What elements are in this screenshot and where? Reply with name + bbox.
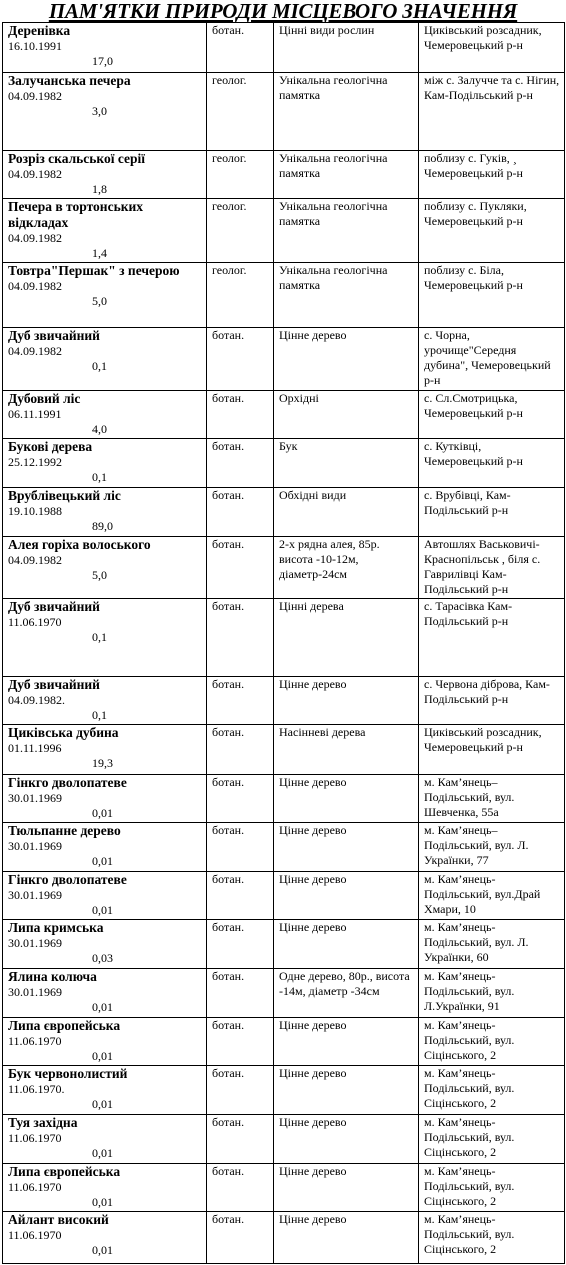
decision-date: 11.06.1970 [8,615,62,629]
page-title: ПАМ'ЯТКИ ПРИРОДИ МІСЦЕВОГО ЗНАЧЕННЯ [48,0,518,23]
monument-type: ботан. [207,872,274,920]
monument-description: Цінне дерево [274,775,419,823]
monument-type: ботан. [207,1212,274,1264]
monument-type: ботан. [207,537,274,599]
monument-description: Цінні види рослин [274,23,419,73]
monument-name: Циківська дубина [8,725,119,740]
monument-description: Орхідні [274,391,419,439]
monument-location: с. Тарасівка Кам-Подільський р-н [419,599,565,677]
monument-type: ботан. [207,599,274,677]
area-ha: 0,03 [92,951,113,965]
table-row [3,151,565,199]
monument-cell [3,1066,207,1115]
monument-cell [3,775,207,823]
decision-date: 04.09.1982. [8,693,65,707]
monument-name: Липа європейська [8,1018,121,1033]
monument-description: Бук [274,439,419,488]
decision-date: 19.10.1988 [8,504,62,518]
area-ha: 89,0 [92,519,113,533]
monument-type: ботан. [207,1164,274,1212]
monument-name: Тюльпанне дерево [8,823,121,838]
monument-description: Цінне дерево [274,872,419,920]
monument-description: Цінне дерево [274,1066,419,1115]
table-row [3,775,565,823]
monument-type: ботан. [207,725,274,775]
monument-cell [3,488,207,537]
area-ha: 0,1 [92,359,107,373]
decision-date: 04.09.1982 [8,344,62,358]
monument-cell [3,199,207,263]
monument-cell [3,725,207,775]
area-ha: 1,4 [92,246,107,260]
monument-location: м. Кам’янець- Подільський, вул.Драй Хмари, 10 [419,872,565,920]
monument-cell [3,439,207,488]
monument-type: ботан. [207,1115,274,1164]
monument-cell [3,151,207,199]
area-ha: 17,0 [92,54,113,68]
table-row [3,199,565,263]
monument-type: геолог. [207,263,274,328]
monument-name: Туя західна [8,1115,78,1130]
monument-description: Цінне дерево [274,328,419,391]
area-ha: 1,8 [92,182,107,196]
monument-cell [3,969,207,1018]
monument-name: Розріз скальської серії [8,151,146,166]
area-ha: 5,0 [92,568,107,582]
monument-cell [3,1212,207,1264]
monument-description: Цінне дерево [274,1018,419,1066]
decision-date: 06.11.1991 [8,407,62,421]
monument-location: м. Кам’янець- Подільський, вул. Л.Українки, 91 [419,969,565,1018]
area-ha: 0,01 [92,1195,113,1209]
monument-location: м. Кам’янець- Подільський, вул. Сіцінського, 2 [419,1066,565,1115]
monument-name: Ялина колюча [8,969,97,984]
monument-cell [3,23,207,73]
decision-date: 16.10.1991 [8,39,62,53]
area-ha: 3,0 [92,104,107,118]
decision-date: 11.06.1970 [8,1131,62,1145]
monument-type: ботан. [207,677,274,725]
monument-location: поблизу с. Пукляки, Чемеровецький р-н [419,199,565,263]
area-ha: 5,0 [92,294,107,308]
table-row [3,73,565,151]
table-row [3,1018,565,1066]
area-ha: 0,01 [92,806,113,820]
table-row [3,677,565,725]
monument-description: Цінне дерево [274,1212,419,1264]
area-ha: 0,01 [92,903,113,917]
monument-type: ботан. [207,969,274,1018]
area-ha: 0,1 [92,470,107,484]
monument-type: геолог. [207,73,274,151]
monument-cell [3,920,207,969]
table-row [3,1066,565,1115]
monument-type: ботан. [207,1066,274,1115]
area-ha: 0,01 [92,1146,113,1160]
monument-cell [3,263,207,328]
monument-location: м. Кам’янець- Подільський, вул. Л. Українки, 60 [419,920,565,969]
table-row [3,872,565,920]
monument-cell [3,537,207,599]
monument-location: поблизу с. Гуків, ¸ Чемеровецький р-н [419,151,565,199]
decision-date: 11.06.1970 [8,1228,62,1242]
monument-type: ботан. [207,439,274,488]
monument-cell [3,599,207,677]
decision-date: 04.09.1982 [8,279,62,293]
monument-location: Циківський розсадник, Чемеровецький р-н [419,23,565,73]
decision-date: 11.06.1970 [8,1180,62,1194]
monument-name: Липа кримська [8,920,104,935]
monument-type: ботан. [207,328,274,391]
monument-description: Обхідні види [274,488,419,537]
table-row [3,263,565,328]
monument-name: Гінкго дволопатеве [8,872,127,887]
area-ha: 0,01 [92,1243,113,1257]
monument-name: Дуб звичайний [8,328,100,343]
monument-location: с. Сл.Смотрицька, Чемеровецький р-н [419,391,565,439]
decision-date: 04.09.1982 [8,89,62,103]
table-row [3,488,565,537]
monument-description: Цінне дерево [274,920,419,969]
decision-date: 04.09.1982 [8,167,62,181]
decision-date: 30.01.1969 [8,791,62,805]
decision-date: 01.11.1996 [8,741,62,755]
monument-location: с. Врубівці, Кам-Подільський р-н [419,488,565,537]
monument-name: Дуб звичайний [8,599,100,614]
monument-cell [3,73,207,151]
monument-description: Цінне дерево [274,677,419,725]
monument-description: Цінні дерева [274,599,419,677]
decision-date: 11.06.1970. [8,1082,65,1096]
decision-date: 11.06.1970 [8,1034,62,1048]
monument-description: Цінне дерево [274,823,419,872]
table-row [3,599,565,677]
monument-location: поблизу с. Біла, Чемеровецький р-н [419,263,565,328]
monument-description: Цінне дерево [274,1115,419,1164]
table-row [3,1115,565,1164]
monument-cell [3,1164,207,1212]
table-row [3,537,565,599]
decision-date: 04.09.1982 [8,553,62,567]
monument-name: Дубовий ліс [8,391,81,406]
monument-cell [3,872,207,920]
monument-description: Унікальна геологічна памятка [274,263,419,328]
monument-description: Одне дерево, 80р., висота -14м, діаметр -34см [274,969,419,1018]
monument-location: Автошлях Васьковичі-Краснопільськ , біля с. Гаврилівці Кам-Подільський р-н [419,537,565,599]
area-ha: 4,0 [92,422,107,436]
monument-cell [3,328,207,391]
monument-name: Гінкго дволопатеве [8,775,127,790]
monuments-table-body [3,23,565,1264]
monument-cell [3,1115,207,1164]
monument-type: ботан. [207,823,274,872]
monument-location: м. Кам’янець– Подільський, вул. Л. Українки, 77 [419,823,565,872]
monument-location: с. Червона діброва, Кам-Подільський р-н [419,677,565,725]
monument-name: Врублівецький ліс [8,488,121,503]
monument-location: між с. Залучче та с. Нігин, Кам-Подільський р-н [419,73,565,151]
table-row [3,1164,565,1212]
monument-name: Липа європейська [8,1164,121,1179]
monument-description: Унікальна геологічна памятка [274,73,419,151]
table-row [3,391,565,439]
monument-type: геолог. [207,199,274,263]
monument-description: Насінневі дерева [274,725,419,775]
monument-type: ботан. [207,391,274,439]
monument-location: м. Кам’янець– Подільський, вул. Шевченка, 55а [419,775,565,823]
decision-date: 30.01.1969 [8,985,62,999]
monument-type: ботан. [207,775,274,823]
area-ha: 0,1 [92,708,107,722]
monument-type: ботан. [207,1018,274,1066]
area-ha: 0,01 [92,1049,113,1063]
monument-type: ботан. [207,23,274,73]
monument-cell [3,1018,207,1066]
monuments-table [2,22,565,1264]
monument-description: 2-х рядна алея, 85р. висота -10-12м, діаметр-24см [274,537,419,599]
monument-name: Айлант високий [8,1212,109,1227]
table-row [3,328,565,391]
table-row [3,823,565,872]
monument-location: м. Кам’янець- Подільський, вул. Сіцінського, 2 [419,1212,565,1264]
monument-description: Унікальна геологічна памятка [274,151,419,199]
table-row [3,23,565,73]
monument-location: м. Кам’янець- Подільський, вул. Сіцінського, 2 [419,1115,565,1164]
monument-cell [3,823,207,872]
table-row [3,920,565,969]
monument-location: м. Кам’янець- Подільський, вул. Сіцінського, 2 [419,1018,565,1066]
table-row [3,1212,565,1264]
area-ha: 0,01 [92,1097,113,1111]
decision-date: 30.01.1969 [8,936,62,950]
monument-name: Печера в тортонських відкладах [8,199,144,230]
monument-description: Унікальна геологічна памятка [274,199,419,263]
area-ha: 0,01 [92,854,113,868]
monument-name: Бук червонолистий [8,1066,128,1081]
monument-name: Деренівка [8,23,71,38]
monument-description: Цінне дерево [274,1164,419,1212]
monument-type: ботан. [207,488,274,537]
table-row [3,969,565,1018]
monument-type: ботан. [207,920,274,969]
monument-cell [3,391,207,439]
monument-name: Залучанська печера [8,73,131,88]
monument-cell [3,677,207,725]
decision-date: 30.01.1969 [8,888,62,902]
area-ha: 0,1 [92,630,107,644]
monument-name: Товтра"Першак" з печерою [8,263,180,278]
monument-name: Букові дерева [8,439,93,454]
decision-date: 30.01.1969 [8,839,62,853]
monument-location: м. Кам’янець- Подільський, вул. Сіцінського, 2 [419,1164,565,1212]
table-row [3,725,565,775]
table-row [3,439,565,488]
decision-date: 04.09.1982 [8,231,62,245]
monument-name: Дуб звичайний [8,677,100,692]
monument-type: геолог. [207,151,274,199]
monument-location: Циківський розсадник, Чемеровецький р-н [419,725,565,775]
decision-date: 25.12.1992 [8,455,62,469]
area-ha: 0,01 [92,1000,113,1014]
monument-name: Алея горіха волоського [8,537,151,552]
area-ha: 19,3 [92,756,113,770]
monument-location: с. Чорна, урочище"Середня дубина", Чемеровецький р-н [419,328,565,391]
monument-location: с. Кутківці, Чемеровецький р-н [419,439,565,488]
